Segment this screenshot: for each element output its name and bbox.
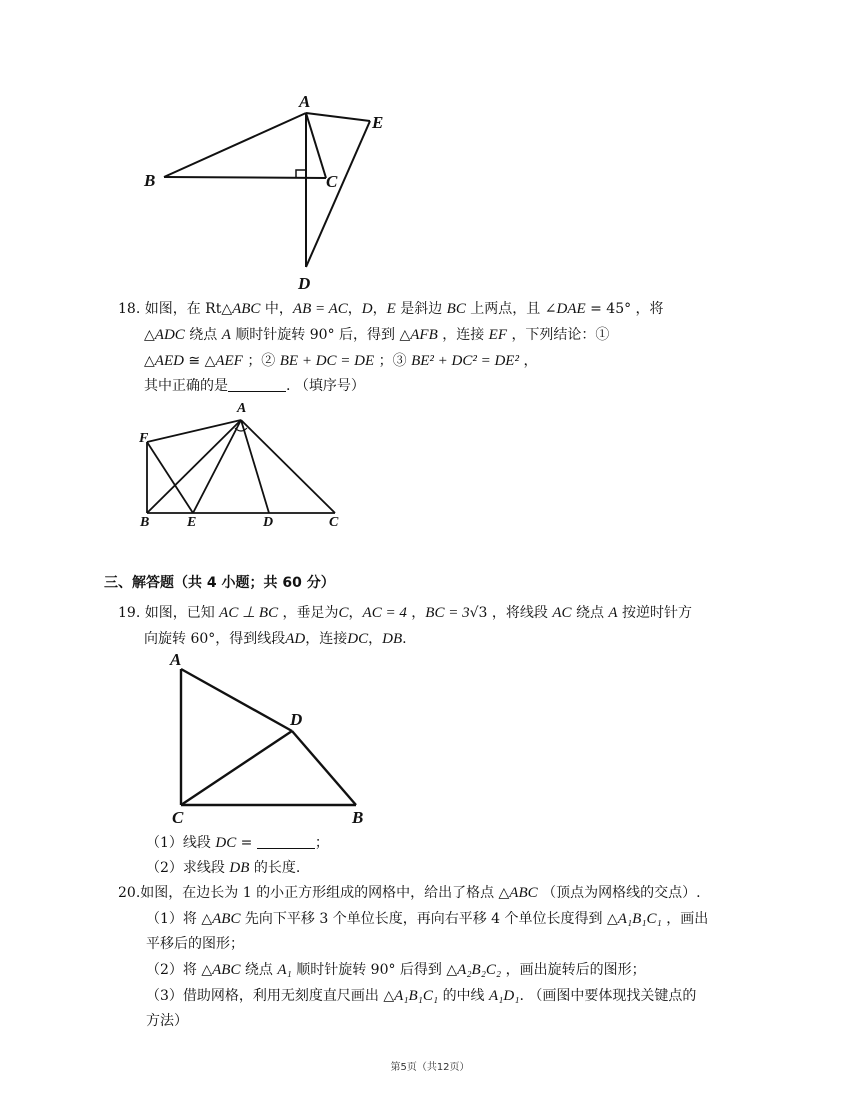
math: DB (229, 860, 250, 876)
label-d: D (263, 515, 274, 530)
text: ，将线段 (491, 605, 548, 621)
text: △ (144, 327, 155, 343)
math: ABC (232, 301, 261, 317)
text: 平移后的图形； (146, 936, 244, 952)
page-footer: 第5页（共12页） (390, 1062, 470, 1073)
label-a: A (237, 401, 247, 416)
figure-triangle-afbedc (135, 398, 355, 533)
math: AC = 4 (362, 605, 407, 621)
text: ，下列结论：① (511, 327, 610, 343)
label-f: F (139, 431, 149, 446)
text: ， (368, 631, 383, 647)
math: ABC (212, 962, 241, 978)
label-b: B (352, 808, 364, 827)
math: A₁ (277, 962, 292, 978)
q19-sub-1 (146, 832, 329, 854)
math: AC ⊥ BC (219, 605, 279, 621)
text: 其中正确的是 (144, 378, 228, 394)
math: BE + DC = DE (279, 353, 375, 369)
text: = 45° ，将 (585, 301, 664, 317)
text: △ (144, 353, 155, 369)
math: A₂B₂C₂ (457, 962, 502, 978)
q18-line-3 (144, 350, 537, 372)
q20-number: 20. (118, 885, 141, 901)
text: 如图，在 (144, 301, 201, 317)
text: 的中线 (442, 988, 485, 1004)
math: C (338, 605, 349, 621)
text: 绕点 (189, 327, 218, 343)
math: D (361, 301, 373, 317)
text: ≅ △ (183, 353, 216, 369)
math: DC (215, 835, 237, 851)
segment-ae (306, 113, 370, 121)
math: BE² + DC² = DE² (411, 353, 519, 369)
text: （2）将 △ (146, 962, 213, 978)
text: ， (523, 353, 538, 369)
figure-triangle-adcb (160, 645, 380, 830)
text: ， (347, 301, 362, 317)
text: 如图，在边长为 1 的小正方形组成的网格中，给出了格点 △ (140, 885, 510, 901)
text: ，垂足为 (282, 605, 339, 621)
text: ，画出 (666, 911, 709, 927)
label-c: C (329, 515, 339, 530)
segment-fa (147, 420, 241, 442)
math: AD (285, 631, 306, 647)
text: 方法） (146, 1013, 188, 1029)
q20-sub-3 (146, 985, 696, 1007)
text: ；③ (378, 353, 407, 369)
q20-sub-3-line-2 (146, 1010, 188, 1032)
math: BC = 3 (425, 605, 470, 621)
figure-triangle-abcde (130, 85, 400, 295)
text: 按逆时针方 (622, 605, 693, 621)
text: ， (411, 605, 426, 621)
segment-ae (193, 420, 241, 513)
q20-sub-1-line-2 (146, 933, 244, 955)
label-e: E (187, 515, 197, 530)
text: （3）借助网格，利用无刻度直尺画出 △ (146, 988, 395, 1004)
math: DAE (556, 301, 586, 317)
label-d: D (290, 710, 303, 729)
math: ABC (212, 911, 241, 927)
answer-blank (257, 834, 315, 849)
math: DC (347, 631, 369, 647)
text: 上两点，且 ∠ (470, 301, 557, 317)
segment-ad (181, 669, 292, 731)
label-a: A (170, 650, 182, 669)
q18-line-4 (144, 375, 365, 397)
math: AFB (410, 327, 438, 343)
answer-blank (228, 377, 286, 392)
right-angle-mark (296, 170, 306, 178)
math: AED (154, 353, 184, 369)
text: 中， (264, 301, 293, 317)
label-b: B (140, 515, 150, 530)
text: ，连接 (442, 327, 485, 343)
text: 绕点 (575, 605, 604, 621)
math-sqrt: √3 (469, 605, 488, 621)
q18-line-2 (144, 324, 609, 346)
segment-ac (306, 113, 326, 178)
text: Rt△ (205, 301, 233, 317)
math: AEF (215, 353, 243, 369)
text: . (402, 631, 407, 647)
text: 绕点 (244, 962, 273, 978)
segment-fe (147, 442, 193, 513)
text: 先向下平移 3 个单位长度，再向右平移 4 个单位长度得到 △ (244, 911, 618, 927)
label-c: C (326, 172, 338, 191)
q18-line-1 (118, 298, 664, 320)
text: = (236, 835, 257, 851)
segment-bc (164, 177, 326, 178)
text: 是斜边 (400, 301, 443, 317)
q19-line-1 (118, 602, 692, 624)
math: AC (552, 605, 572, 621)
text: . （画图中要体现找关键点的 (519, 988, 697, 1004)
section-heading: 三、解答题（共 4 小题；共 60 分） (104, 575, 335, 591)
q20-line-1 (118, 882, 701, 904)
q19-number: 19. (118, 605, 141, 621)
math: A (608, 605, 618, 621)
label-a: A (299, 92, 311, 111)
math: A₁B₁C₁ (394, 988, 439, 1004)
text: 顺时针旋转 90° 后，得到 △ (235, 327, 411, 343)
text: 的长度. (253, 860, 301, 876)
q20-sub-2 (146, 959, 646, 981)
text: ， (348, 605, 363, 621)
q18-number: 18. (118, 301, 141, 317)
math: ABC (509, 885, 538, 901)
math: A₁D₁ (489, 988, 520, 1004)
text: （2）求线段 (146, 860, 225, 876)
segment-ba (164, 113, 306, 177)
math: DB (382, 631, 403, 647)
text: （1）将 △ (146, 911, 213, 927)
math: A (221, 327, 231, 343)
segment-db (292, 731, 356, 805)
text: 顺时针旋转 90° 后得到 △ (296, 962, 458, 978)
label-e: E (372, 113, 384, 132)
math: EF (488, 327, 507, 343)
text: 向旋转 60°，得到线段 (144, 631, 286, 647)
text: （顶点为网格线的交点）. (542, 885, 701, 901)
segment-ba (147, 420, 241, 513)
label-d: D (298, 274, 311, 293)
label-c: C (172, 808, 184, 827)
q20-sub-1 (146, 908, 708, 930)
math: AB = AC (292, 301, 348, 317)
text: ； (314, 835, 329, 851)
q19-sub-2 (146, 857, 300, 879)
text: （1）线段 (146, 835, 211, 851)
text: ，连接 (305, 631, 348, 647)
text: 如图，已知 (144, 605, 215, 621)
text: . （填序号） (286, 378, 365, 394)
math: A₁B₁C₁ (617, 911, 662, 927)
text: ，画出旋转后的图形； (505, 962, 646, 978)
text: ；② (247, 353, 276, 369)
segment-cd (181, 731, 292, 805)
math: ADC (154, 327, 185, 343)
text: ， (372, 301, 387, 317)
label-b: B (144, 171, 156, 190)
math: E (386, 301, 396, 317)
math: BC (446, 301, 466, 317)
